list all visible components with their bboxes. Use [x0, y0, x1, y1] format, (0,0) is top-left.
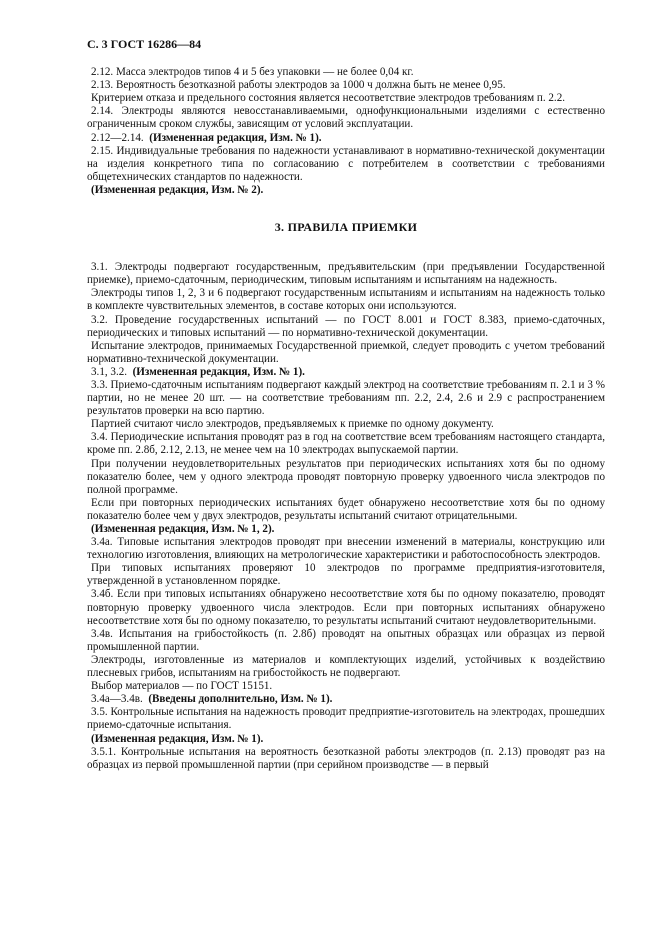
- paragraph-ref: 3.1, 3.2.: [91, 365, 133, 378]
- amendment-note: (Измененная редакция, Изм. № 1).: [149, 131, 322, 144]
- amendment-note: (Измененная редакция, Изм. № 1, 2).: [91, 523, 275, 535]
- amendment-note: (Измененная редакция, Изм. № 1).: [132, 365, 305, 378]
- paragraph-text: 3.5.1. Контрольные испытания на вероятность безотказной работы электродов (п. 2.13) проводят раз на образцах из первой промышленной партии (при серийном производстве — в первый: [87, 745, 605, 771]
- paragraph: [87, 379, 605, 418]
- paragraph: [87, 497, 605, 523]
- paragraph-text: 3.4б. Если при типовых испытаниях обнаружено несоответствие хотя бы по одному показателю, проводят повторную проверку удвоенного числа электродов. Если при повторных испытаниях обнаружено несоответствие хотя бы по одному показателю, то результаты испытаний считают неудовлетворительными.: [87, 588, 605, 627]
- page-header: С. 3 ГОСТ 16286—84: [87, 37, 202, 51]
- paragraph: [87, 79, 605, 92]
- paragraph: [87, 706, 605, 732]
- paragraph: [87, 680, 605, 693]
- paragraph: [87, 562, 605, 588]
- paragraph: [87, 588, 605, 627]
- paragraph: [87, 654, 605, 680]
- paragraph: [87, 105, 605, 131]
- paragraph: [87, 458, 605, 497]
- paragraph-text: 3.4в. Испытания на грибостойкость (п. 2.8б) проводят на опытных образцах или образцах из первой промышленной партии.: [87, 627, 605, 653]
- paragraph: [87, 132, 605, 145]
- paragraph-text: 3.1. Электроды подвергают государственным, предъявительским (при предъявлении Государственной приемке), приемо-сдаточным, периодическим, типовым испытаниям и испытаниям на надежность.: [87, 261, 605, 287]
- paragraph-text: 2.12. Масса электродов типов 4 и 5 без упаковки — не более 0,04 кг.: [91, 66, 414, 79]
- paragraph-text: Электроды типов 1, 2, 3 и 6 подвергают государственным испытаниям и испытаниям на надежность только в комплекте чувствительных элементов, в составе которых они используются.: [87, 287, 605, 313]
- paragraph-text: Электроды, изготовленные из материалов и комплектующих изделий, устойчивых к воздействию плесневых грибов, испытаниям на грибостойкость не подвергают.: [87, 653, 605, 680]
- paragraph: [87, 366, 605, 379]
- paragraph: [87, 431, 605, 457]
- paragraph-text: Выбор материалов — по ГОСТ 15151.: [91, 680, 273, 693]
- paragraph: [87, 145, 605, 184]
- amendment-note: (Измененная редакция, Изм. № 2).: [91, 183, 264, 196]
- paragraph: [87, 418, 605, 431]
- paragraph-text: При типовых испытаниях проверяют 10 электродов по программе предприятия-изготовителя, утвержденной в установленном порядке.: [87, 562, 605, 588]
- paragraph-text: Партией считают число электродов, предъявляемых к приемке по одному документу.: [91, 418, 494, 431]
- paragraph-text: 3.5. Контрольные испытания на надежность проводит предприятие-изготовитель на электродах, прошедших приемо-сдаточные испытания.: [87, 706, 605, 732]
- paragraph: [87, 746, 605, 772]
- paragraph-text: 3.4а. Типовые испытания электродов проводят при внесении изменений в материалы, конструкцию или технологию изготовления, влияющих на метрологические характеристики и работоспособность электродов.: [87, 536, 605, 562]
- paragraph-text: При получении неудовлетворительных результатов при периодических испытаниях хотя бы по одному показателю более, чем у одного электрода проводят повторную проверку удвоенного числа электродов по полной программе.: [87, 457, 605, 496]
- section-title: 3. ПРАВИЛА ПРИЕМКИ: [274, 220, 418, 235]
- paragraph-ref: 2.12—2.14.: [91, 131, 150, 144]
- paragraph: [87, 536, 605, 562]
- paragraph: [87, 523, 605, 536]
- paragraph-text: 3.2. Проведение государственных испытаний — по ГОСТ 8.001 и ГОСТ 8.383, приемо-сдаточных, периодических и типовых испытаний — по нормативно-технической документации.: [87, 313, 605, 339]
- paragraph: [87, 261, 605, 287]
- paragraph-text: 3.4. Периодические испытания проводят раз в год на соответствие всем требованиям настоящего стандарта, кроме пп. 2.8б, 2.12, 2.13, не менее чем на 10 электродах выпускаемой партии.: [87, 431, 605, 457]
- acceptance-rules-block: [87, 261, 605, 772]
- requirements-block: [87, 66, 605, 197]
- amendment-note: (Введены дополнительно, Изм. № 1).: [148, 693, 333, 706]
- paragraph: [87, 92, 605, 105]
- paragraph-text: 2.15. Индивидуальные требования по надежности устанавливают в нормативно-технической документации на изделия конкретного типа по согласованию с потребителем в соответствии с требованиями общетехнических стандартов по надежности.: [87, 144, 605, 183]
- paragraph-text: 2.14. Электроды являются невосстанавливаемыми, однофункциональными изделиями с естественно ограниченным сроком службы, зависящим от условий эксплуатации.: [87, 105, 605, 131]
- paragraph: [87, 340, 605, 366]
- paragraph-text: Испытание электродов, принимаемых Государственной приемкой, следует проводить с учетом требований нормативно-технической документации.: [87, 339, 605, 365]
- paragraph: [87, 184, 605, 197]
- paragraph-text: 3.3. Приемо-сдаточным испытаниям подвергают каждый электрод на соответствие требованиям п. 2.1 и 3 % партии, но не менее 20 шт. — на соответствие требованиям пп. 2.2, 2.4, 2.6 и 2.9 с распространением результатов проверки на всю партию.: [87, 378, 605, 418]
- paragraph-text: Если при повторных периодических испытаниях будет обнаружено несоответствие хотя бы по одному показателю более чем у двух электродов, результаты испытаний считают отрицательными.: [87, 496, 605, 522]
- paragraph: [87, 733, 605, 746]
- paragraph: [87, 314, 605, 340]
- paragraph-ref: 3.4а—3.4в.: [91, 693, 149, 706]
- paragraph: [87, 66, 605, 79]
- paragraph-text: Критерием отказа и предельного состояния является несоответствие электродов требованиям п. 2.2.: [91, 92, 566, 105]
- paragraph: [87, 693, 605, 706]
- paragraph-text: 2.13. Вероятность безотказной работы электродов за 1000 ч должна быть не менее 0,95.: [91, 79, 506, 92]
- paragraph: [87, 287, 605, 313]
- paragraph: [87, 628, 605, 654]
- amendment-note: (Измененная редакция, Изм. № 1).: [91, 732, 264, 745]
